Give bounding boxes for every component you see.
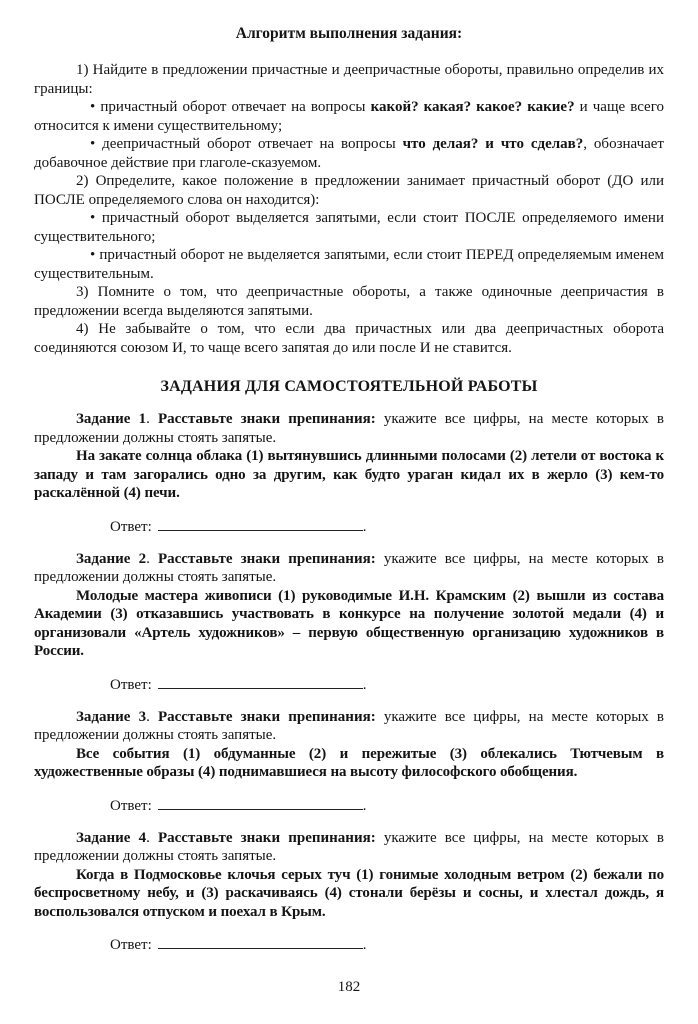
algorithm-step-2: 2) Определите, какое положение в предложении занимает причастный оборот (ДО или ПОСЛЕ определяемого слова он находится): xyxy=(34,173,664,208)
algorithm-step-4: 4) Не забывайте о том, что если два причастных или два деепричастных оборота соединяются союзом И, то чаще всего запятая до или после И не ставится. xyxy=(34,321,664,356)
task-3-directive: Расставьте знаки препинания: xyxy=(157,708,376,725)
task-2-answer-row xyxy=(34,674,664,695)
bullet-2-tail: , обозначает добавочное действие при глаголе-сказуемом. xyxy=(34,136,664,171)
task-2-instruction: укажите все цифры, на месте которых в предложении должны стоять запятые. xyxy=(34,550,665,585)
task-1-sep: . xyxy=(146,411,158,427)
section-title: ЗАДАНИЯ ДЛЯ САМОСТОЯТЕЛЬНОЙ РАБОТЫ xyxy=(160,378,538,395)
bullet-1-tail: и чаще всего относится к имени существительному; xyxy=(34,99,664,134)
task-1-answer-period: . xyxy=(362,518,367,535)
task-4-label: Задание 4 xyxy=(76,829,147,846)
task-3-answer-period: . xyxy=(362,797,367,814)
task-2-sep: . xyxy=(146,550,158,567)
task-3-answer-blank-line xyxy=(158,795,363,810)
task-3-label: Задание 3 xyxy=(76,708,147,725)
task-3-sentence: Все события (1) обдуманные (2) и пережитые (3) облекались Тютчевым в художественные образы (4) поднимавшиеся на высоту философского обобщения. xyxy=(34,745,664,780)
task-4-answer-period: . xyxy=(362,937,367,953)
task-1 xyxy=(34,410,664,537)
task-2-answer-label: Ответ: xyxy=(110,676,152,693)
task-3-heading xyxy=(34,708,664,745)
task-4-answer-label: Ответ: xyxy=(110,937,152,953)
task-1-instruction: укажите все цифры, на месте которых в предложении должны стоять запятые. xyxy=(34,411,665,446)
task-3-instruction: укажите все цифры, на месте которых в предложении должны стоять запятые. xyxy=(34,708,665,743)
task-1-answer-row xyxy=(34,516,664,537)
bullet-2-text: • деепричастный оборот отвечает на вопросы xyxy=(90,136,403,152)
task-1-label: Задание 1 xyxy=(76,411,147,427)
task-4-directive: Расставьте знаки препинания: xyxy=(157,829,376,846)
task-1-directive: Расставьте знаки препинания: xyxy=(157,411,376,427)
task-2-heading xyxy=(34,550,664,587)
task-4-answer-row xyxy=(34,934,664,955)
task-1-answer-label: Ответ: xyxy=(110,518,152,535)
bullet-1-text: • причастный оборот отвечает на вопросы xyxy=(90,99,371,115)
task-1-sentence: На закате солнца облака (1) вытянувшись длинными полосами (2) летели от востока к западу и там загорались одно за другим, как будто ураган кидал их в жерло (3) кем-то раскалённой (4) печи. xyxy=(34,448,664,501)
task-2-sentence: Молодые мастера живописи (1) руководимые И.Н. Крамским (2) вышли из состава Академии (3) отказавшись участвовать в конкурсе на получение золотой медали (4) и организовали «Артель художников» – первую общественную организацию художников в России. xyxy=(34,587,664,659)
task-4-sentence: Когда в Подмосковье клочья серых туч (1) гонимые холодным ветром (2) бежали по беспросветному небу, и (3) раскачиваясь (4) стонали берёзы и сосны, и хлестал дождь, я воспользовался отпуском и поехал в Крым. xyxy=(34,866,664,920)
task-2-directive: Расставьте знаки препинания: xyxy=(157,550,376,567)
task-3-answer-label: Ответ: xyxy=(110,797,152,814)
task-2 xyxy=(34,550,664,695)
bullet-1-bold: какой? какая? какое? какие? xyxy=(370,99,575,115)
page-number: 182 xyxy=(337,979,361,995)
task-3-answer-row xyxy=(34,795,664,816)
task-4 xyxy=(34,829,664,956)
task-2-answer-period: . xyxy=(362,676,367,693)
bullet-2-bold: что делая? и что сделав? xyxy=(402,136,584,152)
algorithm-step-1: 1) Найдите в предложении причастные и деепричастные обороты, правильно определив их границы: xyxy=(34,62,664,97)
task-2-label: Задание 2 xyxy=(76,550,147,567)
task-4-heading xyxy=(34,829,664,866)
algorithm-bullet-2 xyxy=(34,135,664,172)
algorithm-step-3: 3) Помните о том, что деепричастные обороты, а также одиночные деепричастия в предложении всегда выделяются запятыми. xyxy=(34,284,664,319)
task-1-answer-blank-line xyxy=(158,516,363,531)
task-4-answer-blank-line xyxy=(158,934,363,949)
algorithm-bullet-3: • причастный оборот выделяется запятыми, если стоит ПОСЛЕ определяемого имени существительного; xyxy=(34,210,664,245)
task-3 xyxy=(34,708,664,816)
task-1-heading xyxy=(34,410,664,447)
task-2-answer-blank-line xyxy=(158,674,363,689)
task-4-instruction: укажите все цифры, на месте которых в предложении должны стоять запятые. xyxy=(34,829,665,864)
task-4-sep: . xyxy=(146,829,158,846)
algorithm-bullet-1 xyxy=(34,98,664,135)
task-3-sep: . xyxy=(146,708,158,725)
algorithm-title: Алгоритм выполнения задания: xyxy=(235,25,463,42)
algorithm-bullet-4: • причастный оборот не выделяется запятыми, если стоит ПЕРЕД определяемым именем существительным. xyxy=(34,247,664,282)
